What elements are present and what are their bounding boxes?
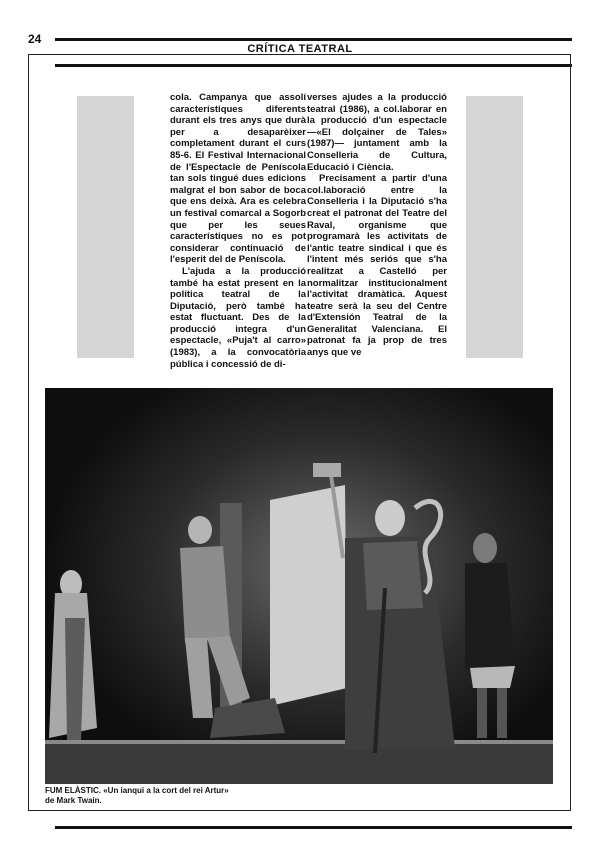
caption-line-2: de Mark Twain. xyxy=(45,795,102,805)
article-column-right xyxy=(307,92,447,359)
gray-margin-block-left xyxy=(77,96,134,358)
page-number: 24 xyxy=(28,32,42,46)
stage-photo-illustration xyxy=(45,388,553,784)
stage-photo xyxy=(45,388,553,784)
paragraph: cola. Campanya que assolí característiques diferents durant els tres anys que durà per a desaparèixer completament durant el curs 85-6. El Festival Internacional de l'Espectacle de Peníscola tan sols tingué dues edicions malgrat el bon sabor de boca que ens deixà. Ara es celebra un festival comarcal a Sogorb que per les seues característiques no es pot considerar continuació de l'esperit del de Peníscola. xyxy=(170,92,306,266)
paragraph: L'ajuda a la producció també ha estat present en la política teatral de la Diputació, però també ha estat fluctuant. Des de la producció integra d'un espectacle, «Puja't al carro» (1983), a la convocatòria pública i concessió de di- xyxy=(170,265,306,370)
photo-caption xyxy=(45,786,345,805)
paragraph: verses ajudes a la producció teatral (1986), a col.laborar en la producció d'un espectacle —«El dolçainer de Tales» (1987)— juntament amb la Conselleria de Cultura, Educació i Ciència. xyxy=(307,92,447,173)
caption-line-1: FUM ELÀSTIC. «Un ianqui a la cort del rei Artur» xyxy=(45,786,229,795)
section-title: CRÍTICA TEATRAL xyxy=(247,43,353,55)
gray-margin-block-right xyxy=(466,96,523,358)
footer-rule xyxy=(55,826,572,829)
header-rule-top xyxy=(55,38,572,41)
article-column-left xyxy=(170,92,306,370)
paragraph: Precisament a partir d'una col.laboració entre la Conselleria i la Diputació s'ha creat el patronat del Teatre del Raval, organisme que programarà les activitats de l'antic teatre sindical i que és l'intent més seriós que s'ha realitzat a Castelló per normalitzar institucionalment l'activitat dramàtica. Aquest teatre serà la seu del Centre d'Extensión Teatral de la Generalitat Valenciana. El patronat fa ja prop de tres anys que ve xyxy=(307,173,447,359)
